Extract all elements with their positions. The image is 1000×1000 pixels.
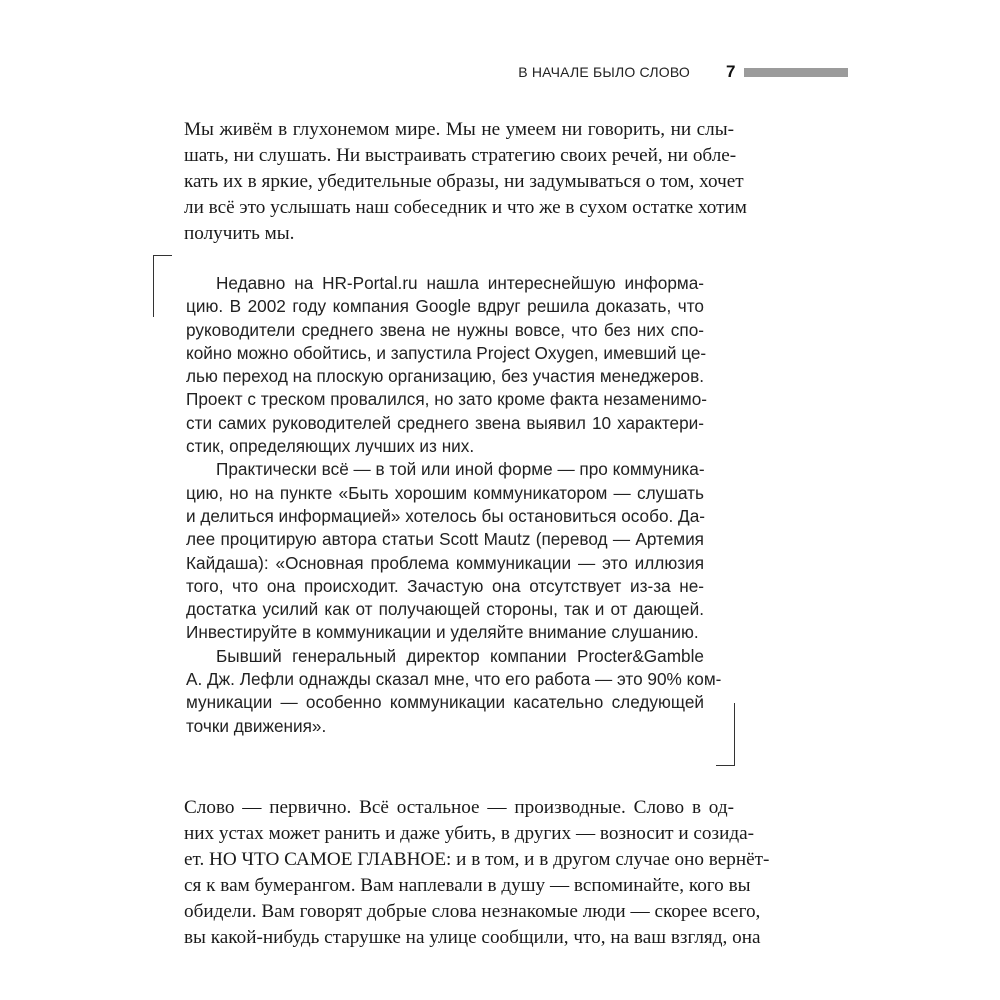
closing-paragraph <box>184 795 770 951</box>
quote-line: стик, определяющих лучших из них. <box>186 436 475 457</box>
quote-bracket-top-left <box>153 255 172 256</box>
quote-line: и делиться информацией» хотелось бы остановиться особо. Да- <box>186 505 705 526</box>
quote-line: достатка усилий как от получающей стороны, так и от дающей. <box>186 599 704 620</box>
text-line: ся к вам бумерангом. Вам наплевали в душу — вспоминайте, кого вы <box>184 875 751 896</box>
quote-bracket-bottom-right <box>716 765 735 766</box>
quote-line: точки движения». <box>186 715 327 736</box>
text-line: них устах может ранить и даже убить, в других — возносит и созида- <box>184 823 755 844</box>
quote-bracket-top-left <box>153 255 154 317</box>
intro-paragraph <box>184 117 747 247</box>
header-decorative-bar <box>744 68 848 77</box>
text-line: получить мы. <box>184 223 295 244</box>
page-number: 7 <box>726 62 736 81</box>
quote-line: койно можно обойтись, и запустила Project Oxygen, имевший це- <box>186 342 707 363</box>
quote-line: Инвестируйте в коммуникации и уделяйте внимание слушанию. <box>186 622 699 643</box>
quote-line: Недавно на HR-Portal.ru нашла интереснейшую информа- <box>216 273 704 293</box>
quote-line: Кайдаша): «Основная проблема коммуникации — это иллюзия <box>186 552 704 573</box>
text-line: Слово — первично. Всё остальное — производные. Слово в од- <box>184 797 734 818</box>
quote-line: лью переход на плоскую организацию, без участия менеджеров. <box>186 366 705 387</box>
text-line: шать, ни слушать. Ни выстраивать стратегию своих речей, ни обле- <box>184 145 737 166</box>
quote-line: Практически всё — в той или иной форме — про коммуника- <box>216 459 705 480</box>
quote-line: муникации — особенно коммуникации касательно следующей <box>186 692 704 713</box>
quote-line: цию, но на пункте «Быть хорошим коммуникатором — слушать <box>186 482 704 503</box>
quote-line: А. Дж. Лефли однажды сказал мне, что его работа — это 90% ком- <box>186 669 722 690</box>
quote-bracket-bottom-right <box>734 703 735 766</box>
text-line: ли всё это услышать наш собеседник и что же в сухом остатке хотим <box>184 197 747 218</box>
quote-line: Проект с треском провалился, но зато кроме факта незаменимо- <box>186 389 708 410</box>
text-line: вы какой-нибудь старушке на улице сообщили, что, на ваш взгляд, она <box>184 927 761 948</box>
quote-line: сти самих руководителей среднего звена выявил 10 характери- <box>186 412 704 433</box>
quote-line: лее процитирую автора статьи Scott Mautz (перевод — Артемия <box>186 529 704 550</box>
text-line: кать их в яркие, убедительные образы, ни задумываться о том, хочет <box>184 171 744 192</box>
text-line: Мы живём в глухонемом мире. Мы не умеем ни говорить, ни слы- <box>184 119 734 140</box>
quote-block <box>186 272 722 738</box>
quote-line: Бывший генеральный директор компании Procter&Gamble <box>216 645 704 666</box>
running-header <box>0 62 1000 86</box>
quote-line: того, что она происходит. Зачастую она отсутствует из-за не- <box>186 575 704 596</box>
text-line: обидели. Вам говорят добрые слова незнакомые люди — скорее всего, <box>184 901 761 922</box>
text-line: ет. НО ЧТО САМОЕ ГЛАВНОЕ: и в том, и в другом случае оно вернёт- <box>184 849 770 870</box>
quote-line: цию. В 2002 году компания Google вдруг решила доказать, что <box>186 296 704 317</box>
quote-line: руководители среднего звена не нужны вовсе, что без них спо- <box>186 319 704 340</box>
chapter-title: В НАЧАЛЕ БЫЛО СЛОВО <box>518 64 690 80</box>
